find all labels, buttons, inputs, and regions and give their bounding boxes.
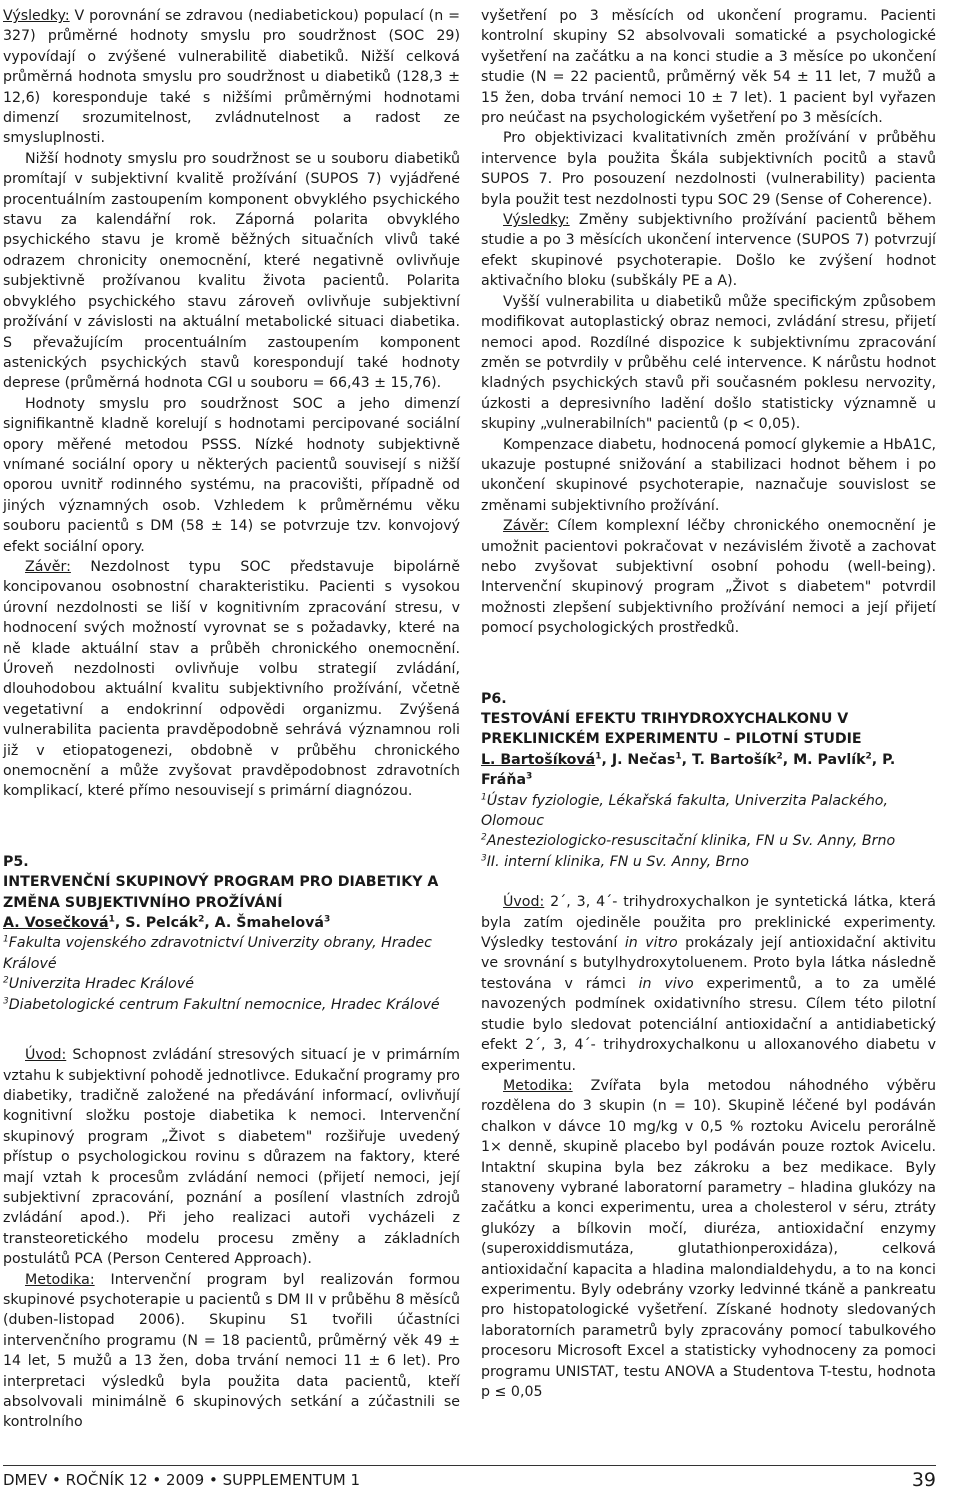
affiliation bbox=[3, 933, 460, 974]
affiliation-text: Ústav fyziologie, Lékařská fakulta, Univerzita Palackého, Olomouc bbox=[481, 792, 888, 830]
intro-text: Schopnost zvládání stresových situací je v primárním vztahu k subjektivní pohodě jednotlivce. Edukační programy pro diabetiky, tradičně založené na předávání informací, ovlivňují kognitivní složku postoje diabetika k nemoci. Intervenční skupinový program „Život s diabetem" rozšiřuje uvedený přístup o psychologickou rovinu s důrazem na faktory, které mají vztah k procesům zvládání nemoci (přijetí nemoci, její subjektivní zpracování, poznání a posílení vlastních zdrojů zvládání apod.). Při jeho realizaci autoři vycházeli z transteoretického modelu procesu změny a základních postulátů PCA (Person Centered Approach). bbox=[3, 1047, 460, 1268]
section-number: P5. bbox=[3, 853, 29, 870]
paragraph: Vyšší vulnerabilita u diabetiků může specifickým způsobem modifikovat autoplastický obraz nemoci, zvládání stresu, přijetí nemoci apod. Rozdílné dispozice k subjektivnímu zpracování změn se potvrdily v průběhu celé intervence. K nárůstu hodnot kladných psychických stavů při současném poklesu nervozity, úzkosti a depresivního ladění došlo statisticky významně u skupiny „vulnerabilních" pacientů (p < 0,05). bbox=[481, 293, 936, 433]
italic-term: in vitro bbox=[624, 935, 678, 952]
affiliation bbox=[481, 852, 936, 872]
page-number: 39 bbox=[911, 1469, 936, 1491]
author-name: , A. Šmahelová bbox=[204, 915, 324, 932]
author-name: , P. Fráňa bbox=[481, 751, 896, 789]
affil-sup: 3 bbox=[481, 853, 487, 864]
affiliation bbox=[3, 974, 460, 994]
affil-sup: 1 bbox=[481, 791, 487, 802]
results-paragraph bbox=[481, 210, 936, 292]
conclusion-text: Nezdolnost typu SOC představuje bipolárně koncipovanou osobnostní charakteristiku. Pacienti s vysokou úrovní nezdolnosti se liší v kognitivním zpracování stresu, v hodnocení svých možností vyrovnat se s požadavky, které na ně klade aktuální stav a průběh chronického onemocnění. Úroveň nezdolnosti ovlivňuje volbu strategií zvládání, dlouhodobou aktuální kvalitu subjektivního prožívání, včetně vegetativní a endokrinní odpovědi organizmu. Zvýšená vulnerabilita pacienta pravděpodobně sehrává významnou roli již v etiopatogenezi, obdobně v průběhu chronického onemocnění a může zvyšovat pravděpodobnost zdravotních komplikací, které přímo nesouvisejí s primární diagnózou. bbox=[3, 558, 460, 800]
affil-sup: 2 bbox=[481, 832, 487, 843]
results-label: Výsledky: bbox=[3, 8, 70, 24]
section-title: INTERVENČNÍ SKUPINOVÝ PROGRAM PRO DIABETIKY A ZMĚNA SUBJEKTIVNÍHO PROŽÍVÁNÍ bbox=[3, 874, 439, 911]
author-sup: 1 bbox=[595, 751, 602, 762]
methods-text: Zvířata byla metodou náhodného výběru rozdělena do 3 skupin (n = 10). Skupině léčené byl podáván chalkon v dávce 10 mg/kg v 0,5 % roztoku Avicelu perorálně 1× denně, skupině placebo byl podáván pouze roztok Avicelu. Intaktní skupina byla bez zákroku a bez medikace. Byly stanoveny vybrané laboratorní parametry – hladina glukózy na začátku a konci experimentu, urea a cholesterol v séru, ztráty glukózy a bílkovin močí, diuréza, antioxidační enzymy (superoxiddismutáza, glutathionperoxidáza), celková antioxidační kapacita a hladina malondialdehydu, a to na konci experimentu. Byly odebrány vzorky ledvinné tkáně a pankreatu pro histopatologické vyšetření. Získané hodnoty sledovaných laboratorních parametrů byly zpracovány pomocí tabulkového procesoru Microsoft Excel a statisticky vyhodnoceny za pomoci programu UNISTAT, testu ANOVA a Studentova T-testu, hodnota p ≤ 0,05 bbox=[481, 1077, 936, 1400]
affiliation bbox=[481, 831, 936, 851]
intro-label: Úvod: bbox=[25, 1047, 67, 1064]
author-name: , T. Bartošík bbox=[681, 751, 777, 768]
affiliation bbox=[481, 791, 936, 832]
section-title: TESTOVÁNÍ EFEKTU TRIHYDROXYCHALKONU V PREKLINICKÉM EXPERIMENTU – PILOTNÍ STUDIE bbox=[481, 711, 862, 748]
paragraph: Pro objektivizaci kvalitativních změn prožívání v průběhu intervence byla použita Škála subjektivních pocitů a stavů SUPOS 7. Pro posouzení nezdolnosti (vulnerability) pacienta byla použit test nezdolnosti typu SOC 29 (Sense of Coherence). bbox=[481, 130, 936, 208]
page-footer bbox=[3, 1465, 936, 1490]
author-name: , M. Pavlík bbox=[782, 751, 866, 768]
right-column bbox=[481, 6, 936, 1402]
results-text: V porovnání se zdravou (nediabetickou) populací (n = 327) průměrné hodnoty smyslu pro soudržnost (SOC 29) vypovídají o zvýšené vulnerabilitě diabetiků. Nižší celková průměrná hodnota smyslu pro soudržnost u diabetiků (128,3 ± 12,6) koresponduje také s nižšími průměrnými hodnotami dimenzí srozumitelnost, zvládnutelnost a radost ze smysluplnosti. bbox=[3, 8, 460, 147]
results-text: Změny subjektivního prožívání pacientů během studie a po 3 měsících ukončení intervence (SUPOS 7) potvrzují efekt skupinové psychoterapie. Došlo ke zvýšení hodnot aktivačního bloku (subškály PE a A). bbox=[481, 212, 936, 290]
affil-sup: 3 bbox=[3, 995, 9, 1006]
author-name: , J. Nečas bbox=[601, 751, 676, 768]
author-name: , S. Pelcák bbox=[114, 915, 199, 932]
intro-paragraph bbox=[3, 1045, 460, 1269]
journal-info: DMEV • ROČNÍK 12 • 2009 • SUPPLEMENTUM 1 bbox=[3, 1471, 361, 1489]
methods-label: Metodika: bbox=[25, 1271, 95, 1288]
methods-label: Metodika: bbox=[503, 1077, 573, 1094]
intro-text: experimentů, a to za umělé navozených podmínek oxidativního stresu. Cílem této pilotní studie bylo sledovat potenciální antioxidační a antidiabetický efekt 2´, 3, 4´- trihydroxychalkonu u alloxanového diabetu v experimentu. bbox=[481, 975, 937, 1074]
conclusion-text: Cílem komplexní léčby chronického onemocnění je umožnit pacientovi pokračovat v nezávislém životě a zachovat nebo zvyšovat subjektivní osobní pohodu (well-being). Intervenční skupinový program „Život s diabetem" potvrdil možnosti zlepšení subjektivního prožívání nemoci a její přijetí pomocí psychologických prostředků. bbox=[481, 518, 936, 637]
intro-text: prokázaly její antioxidační aktivitu ve srovnání s butylhydroxytoluenem. Proto byla látka následně testována v rámci bbox=[481, 935, 937, 992]
italic-term: in vivo bbox=[638, 975, 694, 992]
methods-text: Intervenční program byl realizován formou skupinové psychoterapie u pacientů s DM II v průběhu 8 měsíců (duben-listopad 2006). Skupinu S1 tvořili účastníci intervenčního programu (N = 18 pacientů, průměrný věk 49 ± 14 let, 5 mužů a 13 žen, doba trvání nemoci 11 ± 6 let). Pro interpretaci výsledků byla použita data pacientů, kteří absolvovali minimálně 6 skupinových setkání a zúčastnili se kontrolního bbox=[3, 1271, 460, 1431]
paragraph: Hodnoty smyslu pro soudržnost SOC a jeho dimenzí signifikantně kladně korelují s hodnotami percipované sociální opory měřené metodou PSSS. Nízké hodnoty subjektivně vnímané sociální opory u některých pacientů souvisejí s nižší oporou uvnitř rodinného systému, na pracovišti, případně od jiných významných osob. Vzhledem k průměrnému věku souboru pacientů s DM (58 ± 14) se potvrzuje tzv. konvojový efekt sociální opory. bbox=[3, 395, 460, 555]
affiliation-text: II. interní klinika, FN u Sv. Anny, Brno bbox=[486, 853, 749, 870]
methods-paragraph bbox=[481, 1076, 936, 1403]
affiliation-text: Diabetologické centrum Fakultní nemocnice, Hradec Králové bbox=[8, 996, 440, 1013]
left-column bbox=[3, 6, 460, 1433]
methods-paragraph bbox=[3, 1270, 460, 1433]
author-sup: 2 bbox=[198, 914, 205, 925]
author-sup: 1 bbox=[108, 914, 115, 925]
paragraph: vyšetření po 3 měsících od ukončení programu. Pacienti kontrolní skupiny S2 absolvovali somatické a psychologické vyšetření na začátku a na konci studie a 3 měsíce po ukončení studie (N = 22 pacientů, průměrný věk 54 ± 11 let, 7 mužů a 15 žen, doba trvání nemoci 10 ± 7 let). 1 pacient byl vyřazen pro neúčast na psychologickém vyšetření po 3 měsících. bbox=[481, 8, 936, 127]
author-name: L. Bartošíková bbox=[481, 751, 596, 768]
intro-text: 2´, 3, 4´- trihydroxychalkon je syntetická látka, která byla zatím ojediněle použita pro preklinické experimenty. Výsledky testování bbox=[481, 894, 936, 952]
author-sup: 3 bbox=[323, 914, 331, 925]
author-sup: 3 bbox=[526, 771, 533, 782]
affil-sup: 2 bbox=[3, 975, 9, 986]
author-name: A. Vosečková bbox=[3, 915, 109, 932]
affil-sup: 1 bbox=[3, 934, 9, 945]
affiliation-text: Fakulta vojenského zdravotnictví Univerzity obrany, Hradec Králové bbox=[3, 935, 432, 972]
results-paragraph bbox=[3, 6, 460, 149]
intro-paragraph bbox=[481, 892, 936, 1076]
affiliation-text: Univerzita Hradec Králové bbox=[8, 976, 194, 993]
author-list bbox=[481, 750, 936, 791]
paragraph: Kompenzace diabetu, hodnocená pomocí glykemie a HbA1C, ukazuje postupné snižování a stabilizaci hodnot během i po ukončení skupinové psychoterapie, naznačuje souvislost se změnami subjektivního prožívání. bbox=[481, 436, 936, 514]
section-number: P6. bbox=[481, 690, 507, 707]
intro-label: Úvod: bbox=[503, 894, 545, 911]
author-sup: 1 bbox=[675, 751, 682, 762]
affiliation bbox=[3, 995, 460, 1015]
conclusion-label: Závěr: bbox=[25, 558, 71, 575]
author-sup: 2 bbox=[865, 751, 872, 762]
paragraph: Nižší hodnoty smyslu pro soudržnost se u souboru diabetiků promítají v subjektivní kvalitě prožívání (SUPOS 7) vyjádřené procentuálním zastoupením komponent obvyklého psychického stavu za kalendářní rok. Záporná polarita obvyklého psychického stavu je kromě běžných situačních vlivů také odrazem chronicity onemocnění, které negativně ovlivňuje subjektivně prožívanou kvalitu života pacientů. Polarita obvyklého psychického stavu zároveň ovlivňuje subjektivní prožívání v závislosti na aktuální metabolické situaci diabetika. S převažujícím procentuálním zastoupením komponent astenických psychických stavů korespondují také hodnoty deprese (průměrná hodnota CGI u souboru = 66,43 ± 15,76). bbox=[3, 150, 460, 392]
author-list bbox=[3, 913, 460, 933]
author-sup: 2 bbox=[776, 751, 783, 762]
conclusion-label: Závěr: bbox=[503, 518, 549, 535]
affiliation-text: Anesteziologicko-resuscitační klinika, FN u Sv. Anny, Brno bbox=[486, 833, 896, 850]
conclusion-paragraph bbox=[3, 557, 460, 802]
results-label: Výsledky: bbox=[503, 212, 570, 229]
conclusion-paragraph bbox=[481, 516, 936, 638]
